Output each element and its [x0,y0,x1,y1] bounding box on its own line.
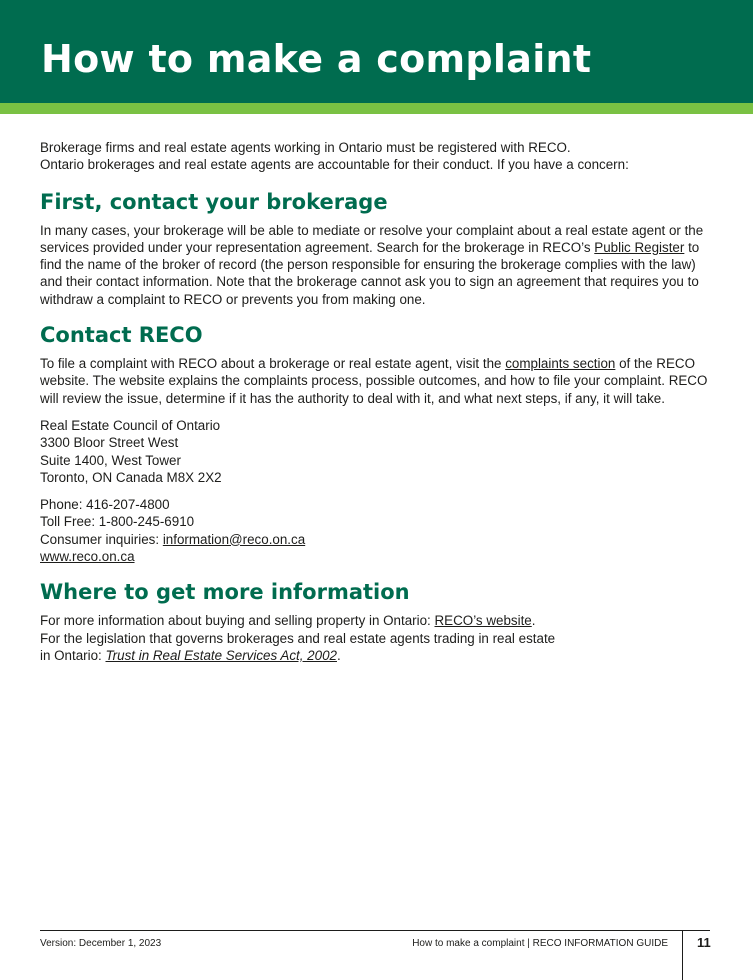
legislation-link[interactable]: Trust in Real Estate Services Act, 2002 [105,647,337,663]
reco-paragraph [40,355,712,407]
public-register-link[interactable]: Public Register [594,239,685,255]
page-title: How to make a complaint [41,37,592,81]
heading-contact-reco: Contact RECO [40,323,203,348]
consumer-inquiries [40,531,712,548]
more-info-text-3: in Ontario: [40,647,106,663]
more-info-paragraph [40,612,712,664]
header-banner [0,0,753,103]
brokerage-text-start: In many cases, your brokerage will be able to mediate or resolve your complaint about a real estate agent or the services provided under your representation agreement. Search for the brokerage in RECO’s [40,222,704,255]
footer-rule [40,930,710,931]
heading-more-information: Where to get more information [40,580,410,605]
more-info-line-3 [40,647,712,664]
reco-contact-info [40,496,712,565]
more-info-line-2: For the legislation that governs brokerages and real estate agents trading in real estate [40,630,556,646]
reco-text-start: To file a complaint with RECO about a brokerage or real estate agent, visit the [40,356,506,372]
brokerage-text-end: to find the name of the broker of record (the person responsible for ensuring the brokerage complies with the law) and their contact information. Note that the brokerage cannot ask you to sign an agreement that requires you to withdraw a complaint to RECO or prevents you from making one. [40,239,700,307]
address-line: 3300 Bloor Street West [40,435,179,451]
footer-version: Version: December 1, 2023 [40,938,162,949]
phone-number: Phone: 416-207-4800 [40,497,170,513]
reco-website-text-link[interactable]: RECO’s website [434,613,532,629]
reco-address [40,417,712,486]
intro-line-1: Brokerage firms and real estate agents working in Ontario must be registered with RECO. [40,140,571,155]
website-line [40,548,712,565]
address-line: Toronto, ON Canada M8X 2X2 [40,469,222,485]
address-line: Real Estate Council of Ontario [40,417,221,433]
heading-contact-brokerage: First, contact your brokerage [40,189,388,214]
header-accent-stripe [0,103,753,114]
inquiries-email-link[interactable]: information@reco.on.ca [162,531,306,547]
more-info-period-3: . [336,647,341,663]
more-info-text-1: For more information about buying and selling property in Ontario: [40,613,435,629]
intro [40,139,712,174]
footer-guide-title: How to make a complaint | RECO INFORMATION GUIDE [412,938,668,949]
toll-free-number: Toll Free: 1-800-245-6910 [40,514,195,530]
intro-line-2: Ontario brokerages and real estate agents are accountable for their conduct. If you have a concern: [40,157,629,173]
page-number: 11 [697,935,711,950]
main-content [40,139,712,664]
complaints-section-link[interactable]: complaints section [505,356,616,372]
reco-text-end: of the RECO website. The website explains the complaints process, possible outcomes, and how to file your complaint. RECO will review the issue, determine if it has the authority to deal with it, and what next steps, if any, it will take. [40,356,708,406]
reco-website-link[interactable]: www.reco.on.ca [40,549,135,565]
brokerage-paragraph [40,222,712,308]
address-line: Suite 1400, West Tower [40,452,181,468]
inquiries-label: Consumer inquiries: [40,531,163,547]
more-info-period-1: . [531,613,536,629]
more-info-line-1 [40,612,712,629]
footer-divider [682,931,683,980]
